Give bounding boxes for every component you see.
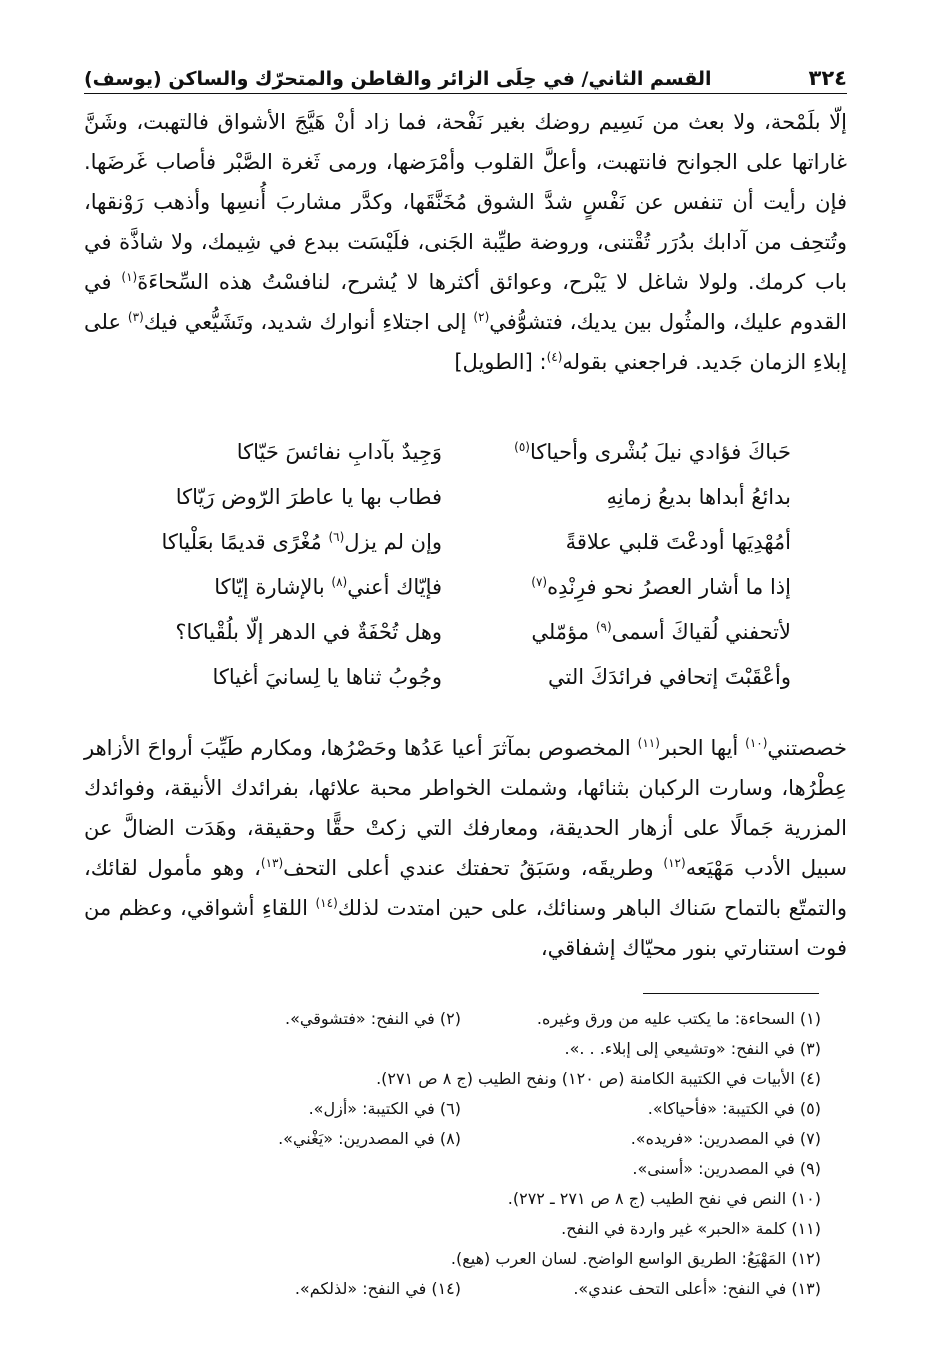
verse-line: [120, 430, 791, 475]
footnote-marker: (١٠): [745, 736, 768, 750]
verse-line: [120, 520, 791, 565]
verse-first-hemistich: [469, 565, 791, 610]
verse-first-hemistich: [469, 655, 791, 700]
text-run: إلى اجتلاءِ أنوارك شديد، وتَشَيُّعي فيك: [143, 310, 474, 334]
footnote-line: [90, 1274, 821, 1304]
text-run: وطريقَه، وسَبَقُ تحفتك عندي أعلى التحف: [283, 856, 664, 880]
footnote-marker: (٨): [331, 575, 348, 589]
footnote-marker: (٤): [546, 350, 563, 364]
text-run: لأتحفني لُقياكَ أسمى: [611, 620, 791, 644]
paragraph: [84, 102, 847, 382]
verse-second-hemistich: [120, 520, 442, 565]
text-run: وأعْقَبْتَ إتحافي فرائدَكَ التي: [548, 665, 791, 689]
text-run: حَباكَ فؤادي نيلَ بُشْرى وأحياكا: [529, 440, 791, 464]
text-run: وهل تُحْفَةٌ في الدهر إلّا بلُقْياكا؟: [175, 620, 443, 644]
footnote-line: [90, 1244, 821, 1274]
footnote-marker: (١٢): [663, 856, 686, 870]
text-run: بدائعُ أبداها بديعُ زمانِهِ: [606, 485, 791, 509]
footnote: (٩) في المصدرين: «أسنى».: [632, 1159, 821, 1178]
footnote: (١٢) المَهْيَعُ: الطريق الواسع الواضح. لسان العرب (هيع).: [450, 1249, 821, 1268]
footnote: (١٠) النص في نفح الطيب (ج ٨ ص ٢٧١ ـ ٢٧٢).: [507, 1189, 821, 1208]
footnote: (٣) في النفح: «وتشيعي إلى إبلاء. . .».: [564, 1039, 821, 1058]
footnote-marker: (٢): [473, 310, 490, 324]
verse-second-hemistich: [120, 655, 442, 700]
verse-first-hemistich: [469, 430, 791, 475]
footnote-marker: (١١): [637, 736, 660, 750]
footnote-line: [90, 1154, 821, 1184]
verse-first-hemistich: [469, 520, 791, 565]
page-number: ٣٢٤: [808, 66, 847, 90]
text-run: في القدوم عليك، والمثُول بين يديك، فتشوُّفي: [84, 270, 847, 334]
verse-line: [120, 565, 791, 610]
verse-second-hemistich: [120, 430, 442, 475]
verse-line: [120, 655, 791, 700]
footnote-marker: (٥): [514, 440, 530, 454]
footnote-line: [90, 1214, 821, 1244]
text-run: بالإشارة إيّاكا: [214, 575, 332, 599]
verse-second-hemistich: [120, 475, 442, 520]
footnote-line: [90, 1094, 821, 1124]
footnote: (٢) في النفح: «فتشوقي».: [285, 1009, 461, 1028]
footnote: (١١) كلمة «الحبر» غير واردة في النفح.: [561, 1219, 821, 1238]
footnote: (٥) في الكتيبة: «فأحياكا».: [647, 1099, 821, 1118]
running-head: [84, 58, 847, 94]
poem-verses: [120, 430, 791, 700]
text-run: مؤمّلي: [531, 620, 596, 644]
text-run: وَجِيدٌ بآدابِ نفائسَ حَيّاكا: [236, 440, 443, 464]
footnote: (٨) في المصدرين: «يَغْني».: [278, 1129, 461, 1148]
footnote-line: [90, 1064, 821, 1094]
footnote-marker: (٩): [595, 620, 612, 634]
footnote-line: [90, 1124, 821, 1154]
footnote: (١٣) في النفح: «أعلى التحف عندي».: [573, 1279, 821, 1298]
text-run: إلّا بلَمْحة، ولا بعث من نَسِيم روضك بغير نَفْحة، فما زاد أنْ هَيَّجَ الأشواق فالتهبت، وشَنَّ غاراتها على الجوانح فانتهبت، وأعلَّ القلوب وأمْرَضها، ورمى ثَغرة الصَّبْر فأصاب غَرضَها. فإن رأيت أن تنفس عن نَفْسٍ شدَّ الشوق مُخَنَّقَها، وكدَّر مشاربَ أُنسِها وأذهب رَوْنقها، وتُتحِف من آدابك بدُرَر تُقْتنى، وروضة طيِّبة الجَنى، فلَيْسَت ببدع في شِيمك، ولا شاذَّة في باب كرمك. ولولا شاغل لا يَبْرح، وعوائق أكثرها لا يُشرح، لنافسْتُ هذه السِّحاءَةَ: [84, 110, 847, 294]
text-run: على إبلاءِ الزمان جَديد. فراجعني بقوله: [84, 310, 847, 374]
footnote: (٤) الأبيات في الكتيبة الكامنة (ص ١٢٠) ونفح الطيب (ج ٨ ص ٢٧١).: [376, 1069, 821, 1088]
footnote: (١) السحاءة: ما يكتب عليه من ورق وغيره.: [536, 1009, 821, 1028]
prose-paragraph-2: [84, 707, 847, 989]
text-run: ، وهو مأمول لقائك، والتمتّع بالتماح سَناك الباهر وسنائك، على حين امتدت لذلك: [84, 856, 847, 920]
text-run: فطاب بها يا عاطرَ الرّوض رَيّاكا: [175, 485, 443, 509]
text-run: مُغْرًى قديمًا بعَلْياكا: [161, 530, 329, 554]
verse-line: [120, 610, 791, 655]
footnote-line: [90, 1004, 821, 1034]
footnote-marker: (٧): [531, 575, 548, 589]
footnote-line: [90, 1034, 821, 1064]
text-run: وجُوبُ ثناها يا لِسانيَ أغياكا: [212, 665, 443, 689]
text-run: وإن لم يزل: [344, 530, 443, 554]
footnote: (٧) في المصدرين: «فريده».: [630, 1129, 821, 1148]
footnote-marker: (٦): [328, 530, 345, 544]
text-run: خصصتني: [767, 736, 847, 760]
verse-second-hemistich: [120, 565, 442, 610]
paragraph: [84, 728, 847, 968]
verse-first-hemistich: [469, 475, 791, 520]
footnotes: [90, 1004, 821, 1304]
text-run: إذا ما أشار العصرُ نحو فرِنْدِه: [547, 575, 791, 599]
prose-paragraph-1: [84, 102, 847, 382]
text-run: اللقاءِ أشواقي، وعظم من فوت استنارتي بنور محيّاك إشفاقي،: [84, 896, 847, 960]
footnote-marker: (١٣): [260, 856, 284, 870]
text-run: أمُهْدِيَها أودعْتَ قلبي علاقةً: [565, 530, 791, 554]
footnote-line: [90, 1184, 821, 1214]
footnote-marker: (٣): [127, 310, 144, 324]
footnote: (٦) في الكتيبة: «أزل».: [308, 1099, 461, 1118]
text-run: أيها الحبر: [659, 736, 746, 760]
footnote-marker: (١٤): [315, 896, 338, 910]
footnote-separator: [643, 993, 819, 994]
footnote: (١٤) في النفح: «لذلكم».: [294, 1279, 461, 1298]
text-run: المخصوص بمآثرَ أعيا عَدُها وحَصْرُها، ومكارم طَيِّبَ أرواحَ الأزاهر عِطْرُها، وسارت الركبان بثنائها، وشملت الخواطر محبة علائها، بفرائدك الأنيقة، وفوائدك المزرية جَمالًا على أزهار الحديقة، ومعارفك التي زكتْ حقًّا وحقيقة، وهَدَت الضالَّ عن سبيل الأدب مَهْيَعه: [84, 736, 847, 880]
footnote-marker: (١): [121, 270, 138, 284]
running-title: القسم الثاني/ في حِلَى الزائر والقاطن والمتحرّك والساكن (يوسف): [84, 68, 712, 90]
text-run: : [الطويل]: [454, 350, 547, 374]
verse-second-hemistich: [120, 610, 442, 655]
verse-first-hemistich: [469, 610, 791, 655]
text-run: فإيّاك أعني: [347, 575, 443, 599]
verse-line: [120, 475, 791, 520]
